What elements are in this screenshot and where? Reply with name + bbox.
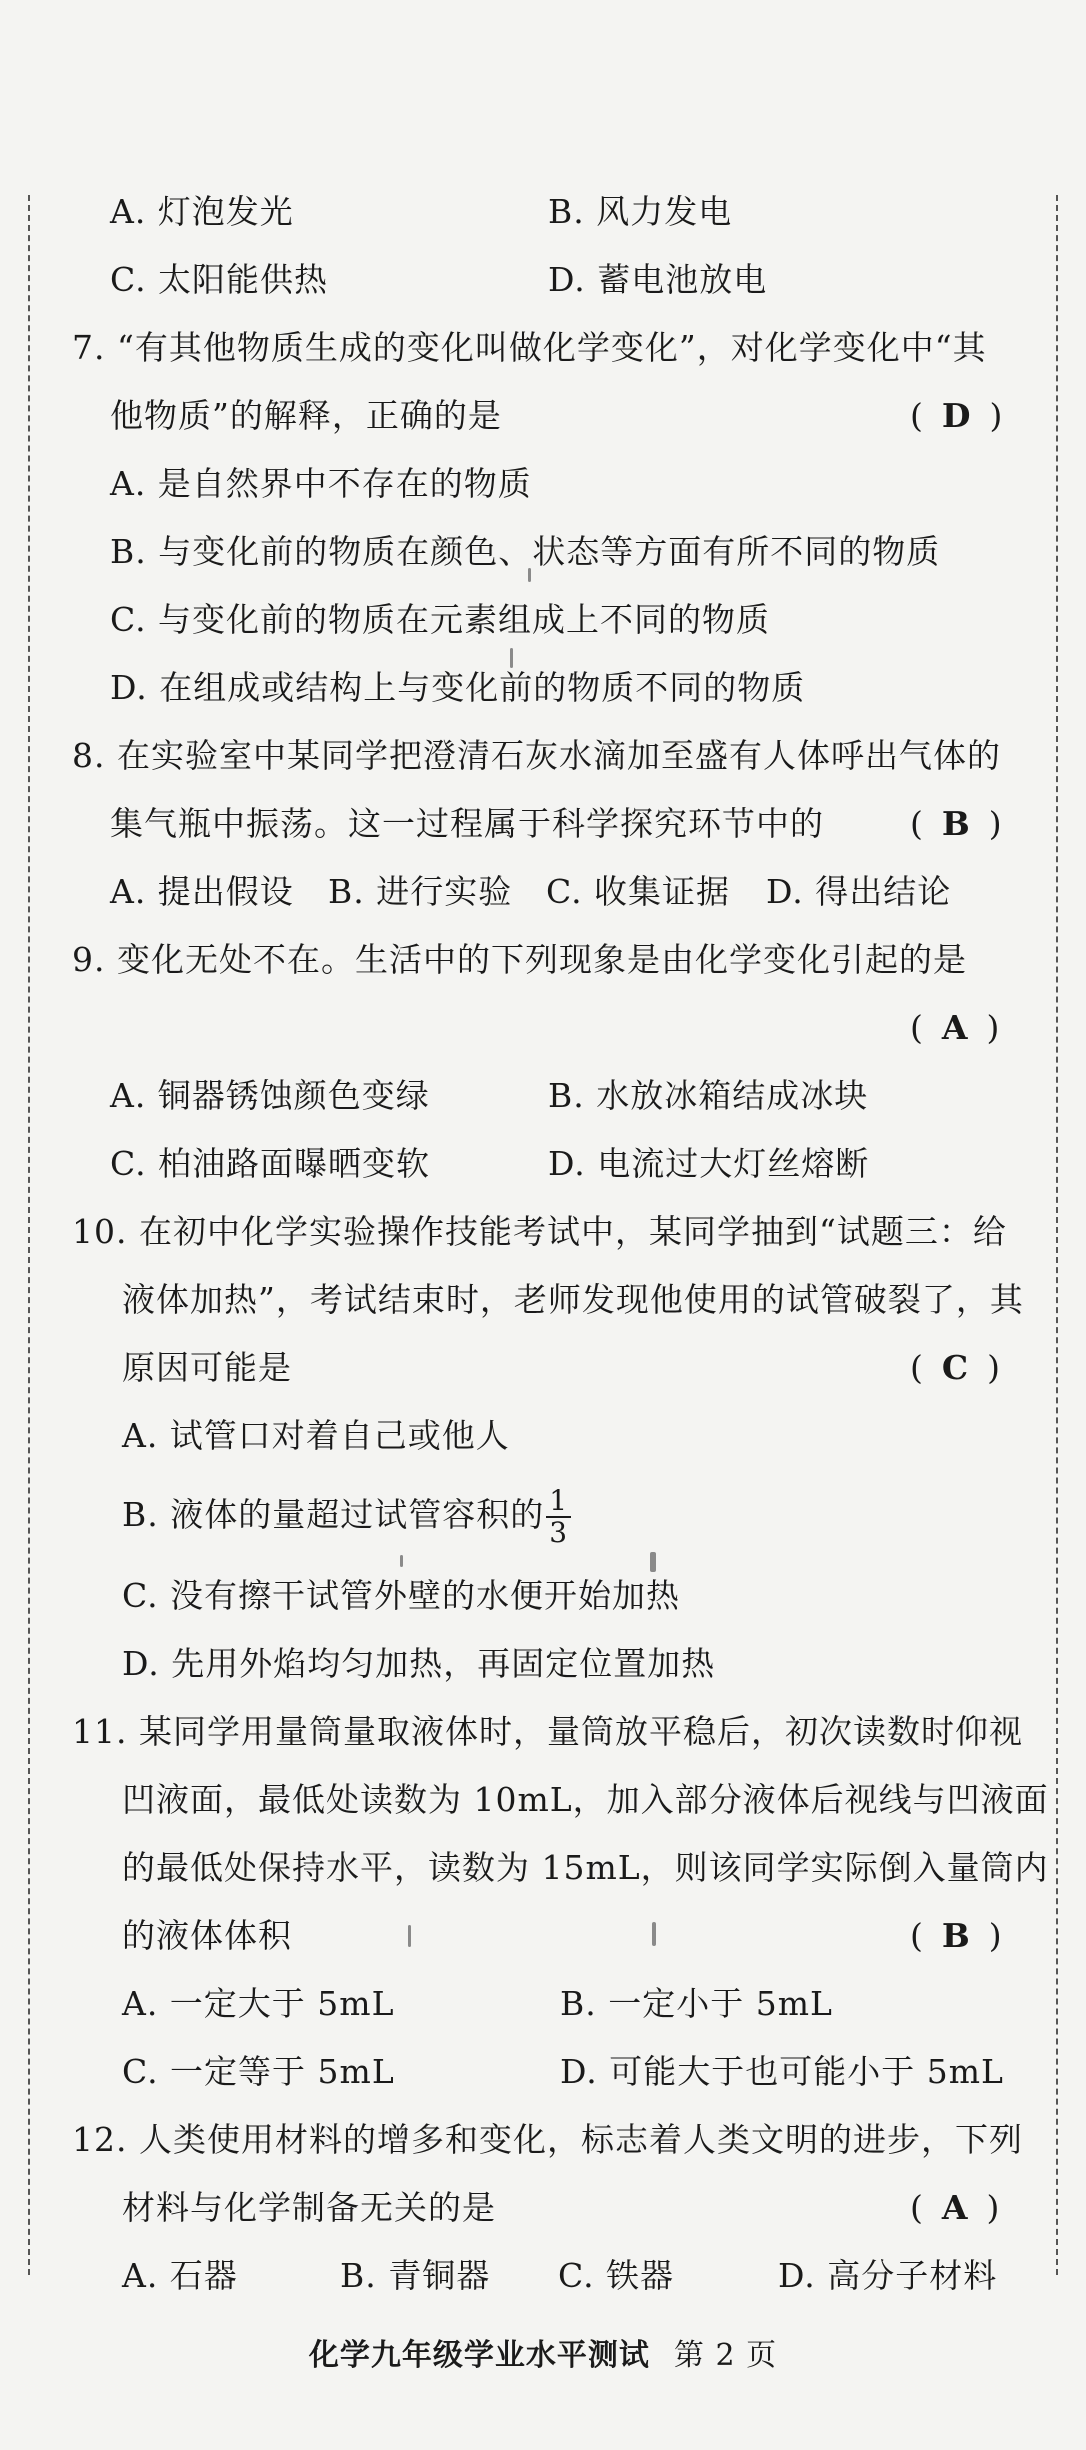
fraction-numerator: 1 <box>546 1486 571 1518</box>
scan-speck <box>400 1555 403 1567</box>
q11-stem-line-1: 11. 某同学用量筒量取液体时，量筒放平稳后，初次读数时仰视 <box>72 1712 1023 1751</box>
q6-option-c: C. 太阳能供热 <box>110 260 329 299</box>
fraction-one-third <box>546 1486 571 1548</box>
q9-option-c: C. 柏油路面曝晒变软 <box>110 1144 431 1183</box>
q11-option-b: B. 一定小于 5mL <box>560 1984 833 2023</box>
q9-option-d: D. 电流过大灯丝熔断 <box>548 1144 870 1183</box>
q12-option-b: B. 青铜器 <box>340 2256 491 2295</box>
q8-option-d: D. 得出结论 <box>766 872 952 911</box>
page-number: 第 2 页 <box>673 2338 778 2373</box>
q10-option-d: D. 先用外焰均匀加热，再固定位置加热 <box>122 1644 716 1683</box>
scan-speck <box>652 1922 656 1946</box>
q11-option-a: A. 一定大于 5mL <box>122 1984 395 2023</box>
q12-answer: ( A ) <box>910 2188 1001 2227</box>
q10-option-c: C. 没有擦干试管外壁的水便开始加热 <box>122 1576 681 1615</box>
q11-stem-line-3: 的最低处保持水平，读数为 15mL，则该同学实际倒入量筒内 <box>122 1848 1049 1887</box>
footer-title: 化学九年级学业水平测试 <box>308 2338 650 2373</box>
q11-answer: ( B ) <box>910 1916 1003 1955</box>
q11-stem-line-4: 的液体体积 <box>122 1916 292 1955</box>
scan-speck <box>510 648 513 668</box>
q9-option-b: B. 水放冰箱结成冰块 <box>548 1076 869 1115</box>
fraction-denominator: 3 <box>549 1516 569 1549</box>
q12-option-d: D. 高分子材料 <box>778 2256 998 2295</box>
q7-option-a: A. 是自然界中不存在的物质 <box>110 464 532 503</box>
q8-answer: ( B ) <box>910 804 1003 843</box>
q9-answer: ( A ) <box>910 1008 1001 1047</box>
q10-option-b <box>122 1486 571 1548</box>
q10-option-b-text: B. 液体的量超过试管容积的 <box>122 1495 545 1534</box>
q8-answer-letter: B <box>941 804 971 843</box>
q9-answer-letter: A <box>941 1008 969 1047</box>
q7-answer-letter: D <box>941 396 972 435</box>
q10-option-a: A. 试管口对着自己或他人 <box>122 1416 510 1455</box>
q7-option-b: B. 与变化前的物质在颜色、状态等方面有所不同的物质 <box>110 532 941 571</box>
q6-option-a: A. 灯泡发光 <box>110 192 294 231</box>
q12-stem-line-1: 12. 人类使用材料的增多和变化，标志着人类文明的进步，下列 <box>72 2120 1023 2159</box>
q10-stem-line-3: 原因可能是 <box>122 1348 292 1387</box>
q10-answer: ( C ) <box>910 1348 1002 1387</box>
q11-answer-letter: B <box>941 1916 971 1955</box>
q9-stem-line-1: 9. 变化无处不在。生活中的下列现象是由化学变化引起的是 <box>72 940 967 979</box>
q8-option-b: B. 进行实验 <box>328 872 513 911</box>
q7-option-c: C. 与变化前的物质在元素组成上不同的物质 <box>110 600 771 639</box>
q8-option-a: A. 提出假设 <box>110 872 294 911</box>
q12-option-a: A. 石器 <box>122 2256 238 2295</box>
q11-option-d: D. 可能大于也可能小于 5mL <box>560 2052 1004 2091</box>
q8-stem-line-1: 8. 在实验室中某同学把澄清石灰水滴加至盛有人体呼出气体的 <box>72 736 1001 775</box>
q6-option-d: D. 蓄电池放电 <box>548 260 768 299</box>
q12-answer-letter: A <box>941 2188 969 2227</box>
q11-stem-line-2: 凹液面，最低处读数为 10mL，加入部分液体后视线与凹液面 <box>122 1780 1049 1819</box>
q6-option-b: B. 风力发电 <box>548 192 733 231</box>
q10-stem-line-2: 液体加热”，考试结束时，老师发现他使用的试管破裂了，其 <box>122 1280 1024 1319</box>
q7-stem-line-1: 7. “有其他物质生成的变化叫做化学变化”，对化学变化中“其 <box>72 328 987 367</box>
q8-option-c: C. 收集证据 <box>546 872 731 911</box>
binding-margin-line-right <box>1056 195 1058 2275</box>
q11-option-c: C. 一定等于 5mL <box>122 2052 395 2091</box>
scan-speck <box>408 1925 411 1947</box>
q7-option-d: D. 在组成或结构上与变化前的物质不同的物质 <box>110 668 806 707</box>
scan-speck <box>650 1552 656 1572</box>
q12-stem-line-2: 材料与化学制备无关的是 <box>122 2188 496 2227</box>
q10-stem-line-1: 10. 在初中化学实验操作技能考试中，某同学抽到“试题三：给 <box>72 1212 1007 1251</box>
q9-option-a: A. 铜器锈蚀颜色变绿 <box>110 1076 430 1115</box>
q7-answer: ( D ) <box>910 396 1004 435</box>
q10-answer-letter: C <box>941 1348 970 1387</box>
q7-stem-line-2: 他物质”的解释，正确的是 <box>110 396 502 435</box>
page-footer <box>0 2330 1086 2374</box>
q8-stem-line-2: 集气瓶中振荡。这一过程属于科学探究环节中的 <box>110 804 824 843</box>
binding-margin-line-left <box>28 195 30 2275</box>
q12-option-c: C. 铁器 <box>558 2256 675 2295</box>
